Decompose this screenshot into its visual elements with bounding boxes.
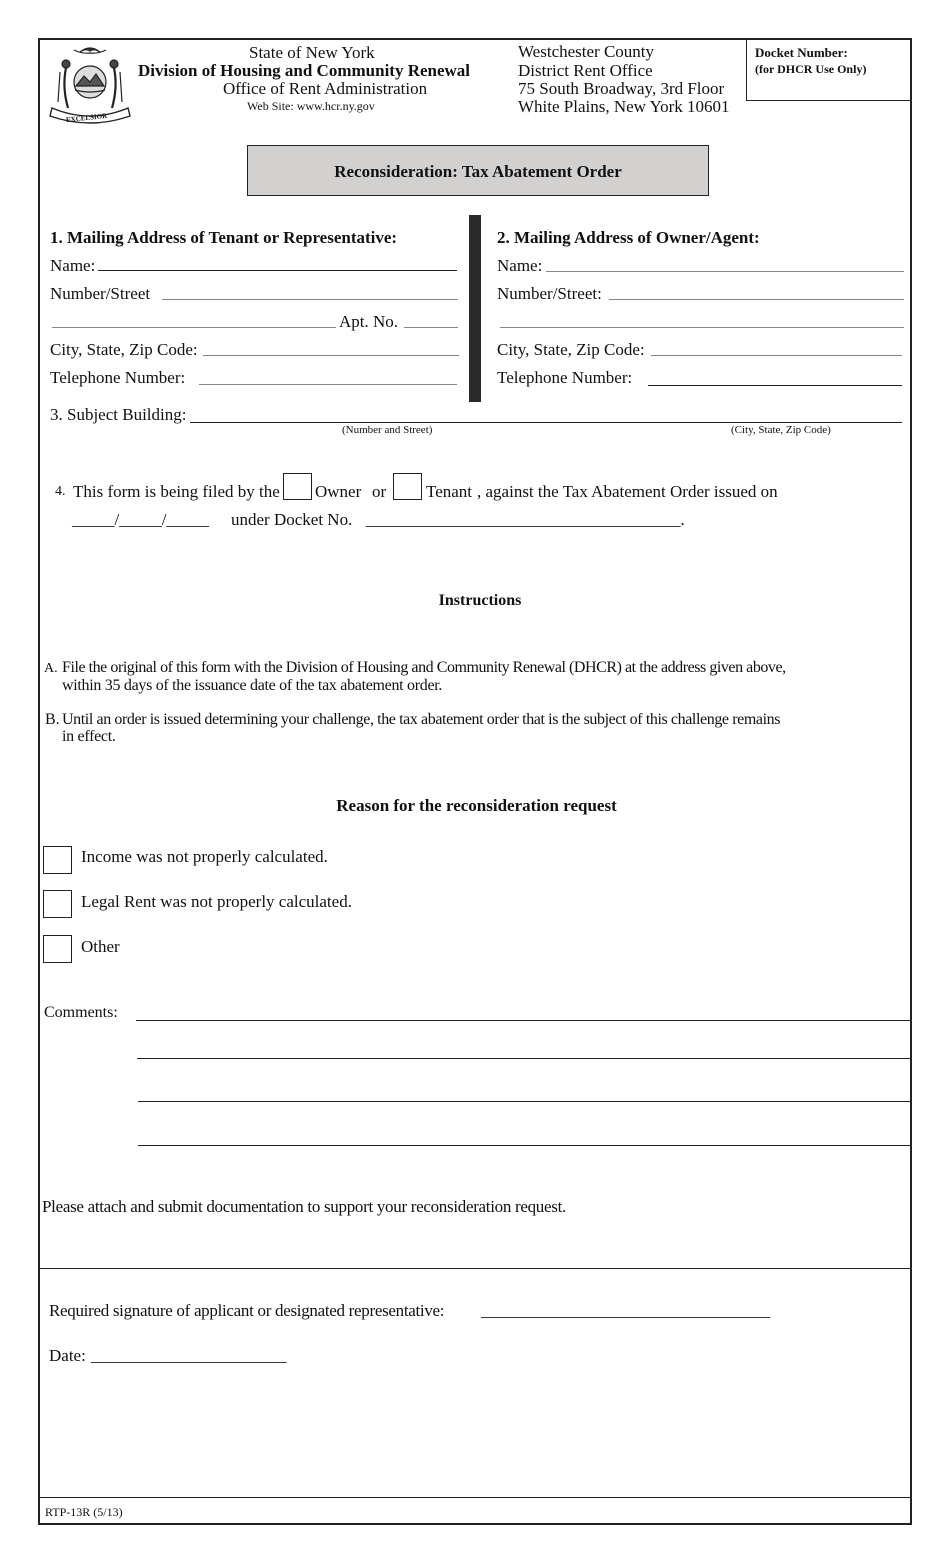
comments-label: Comments: (44, 1004, 118, 1021)
signature-divider (38, 1268, 912, 1269)
header-office: Office of Rent Administration (223, 79, 428, 98)
tenant-name-label: Name: (50, 256, 96, 275)
owner-street-field[interactable] (609, 299, 904, 300)
tenant-street2-field[interactable] (52, 327, 336, 328)
tenant-apt-field[interactable] (404, 327, 458, 328)
header-county: Westchester County (518, 42, 655, 61)
comments-line-3[interactable] (138, 1101, 910, 1102)
comments-line-4[interactable] (138, 1145, 910, 1146)
legal-rent-checkbox[interactable] (43, 890, 72, 918)
owner-phone-field[interactable] (648, 385, 902, 386)
reasons-heading: Reason for the reconsideration request (336, 796, 617, 815)
income-checkbox[interactable] (43, 846, 72, 874)
other-checkbox[interactable] (43, 935, 72, 963)
seal-motto: EXCELSIOR (65, 111, 108, 125)
docket-label: Docket Number: (755, 45, 848, 60)
or-label: or (372, 482, 387, 501)
tenant-phone-field[interactable] (199, 384, 457, 385)
comments-line-1[interactable] (136, 1020, 910, 1021)
owner-city-field[interactable] (651, 355, 902, 356)
tenant-phone-label: Telephone Number: (50, 368, 186, 387)
owner-checkbox[interactable] (283, 473, 312, 500)
owner-option-label: Owner (315, 482, 362, 501)
owner-name-label: Name: (497, 256, 543, 275)
subject-building-city-hint: (City, State, Zip Code) (731, 424, 831, 436)
section4-text-a: This form is being filed by the (73, 482, 280, 501)
tenant-city-label: City, State, Zip Code: (50, 340, 198, 359)
footer-divider (38, 1497, 912, 1498)
owner-city-label: City, State, Zip Code: (497, 340, 645, 359)
header-state: State of New York (249, 43, 375, 62)
instruction-b-line2: in effect. (62, 728, 116, 745)
instructions-heading: Instructions (438, 592, 522, 609)
signature-label: Required signature of applicant or designated representative: (49, 1301, 445, 1320)
legal-rent-reason-label: Legal Rent was not properly calculated. (81, 892, 352, 911)
instruction-b-label: B. (45, 711, 60, 728)
date-label: Date: (49, 1346, 86, 1365)
tenant-street-label: Number/Street (50, 284, 151, 303)
instruction-b-line1: Until an order is issued determining your challenge, the tax abatement order that is the subject of this challenge remains (62, 711, 781, 728)
signature-field[interactable]: __________________________________ (481, 1301, 770, 1320)
header-city: White Plains, New York 10601 (518, 97, 730, 116)
header-website: Web Site: www.hcr.ny.gov (247, 99, 375, 113)
income-reason-label: Income was not properly calculated. (81, 847, 328, 866)
header-street: 75 South Broadway, 3rd Floor (518, 79, 725, 98)
instruction-a-line2: within 35 days of the issuance date of the tax abatement order. (62, 677, 443, 694)
header-division: Division of Housing and Community Renewal (138, 61, 471, 80)
subject-building-street-hint: (Number and Street) (342, 424, 433, 436)
header-district-office: District Rent Office (518, 61, 653, 80)
owner-name-field[interactable] (546, 271, 904, 272)
subject-building-label: 3. Subject Building: (50, 405, 187, 424)
docket-no-field[interactable]: _____________________________________. (366, 510, 685, 529)
section4-number: 4. (55, 484, 66, 499)
owner-street-label: Number/Street: (497, 284, 602, 303)
owner-phone-label: Telephone Number: (497, 368, 633, 387)
other-reason-label: Other (81, 937, 120, 956)
tenant-street-field[interactable] (162, 299, 458, 300)
tenant-apt-label: Apt. No. (339, 312, 399, 331)
attach-note: Please attach and submit documentation to support your reconsideration request. (42, 1197, 566, 1216)
instruction-a-label: A. (44, 661, 58, 676)
instruction-a-line1: File the original of this form with the Division of Housing and Community Renewal (DHCR) at the address given above, (62, 659, 786, 676)
order-date-field[interactable]: _____/_____/_____ (72, 510, 209, 529)
subject-building-field[interactable] (190, 422, 902, 423)
form-title: Reconsideration: Tax Abatement Order (334, 162, 622, 181)
form-id: RTP-13R (5/13) (45, 1505, 123, 1519)
owner-street2-field[interactable] (500, 327, 904, 328)
comments-line-2[interactable] (137, 1058, 910, 1059)
tenant-name-field[interactable] (98, 270, 457, 271)
section2-heading: 2. Mailing Address of Owner/Agent: (497, 228, 760, 247)
tenant-option-label: Tenant (426, 482, 473, 501)
section4-text-b: , against the Tax Abatement Order issued on (477, 482, 778, 501)
docket-no-label: under Docket No. (231, 510, 353, 529)
docket-note: (for DHCR Use Only) (755, 62, 867, 76)
tenant-city-field[interactable] (203, 355, 459, 356)
section-divider-bar (469, 215, 481, 402)
section1-heading: 1. Mailing Address of Tenant or Representative: (50, 228, 398, 247)
date-field[interactable]: _______________________ (91, 1346, 287, 1365)
tenant-checkbox[interactable] (393, 473, 422, 500)
